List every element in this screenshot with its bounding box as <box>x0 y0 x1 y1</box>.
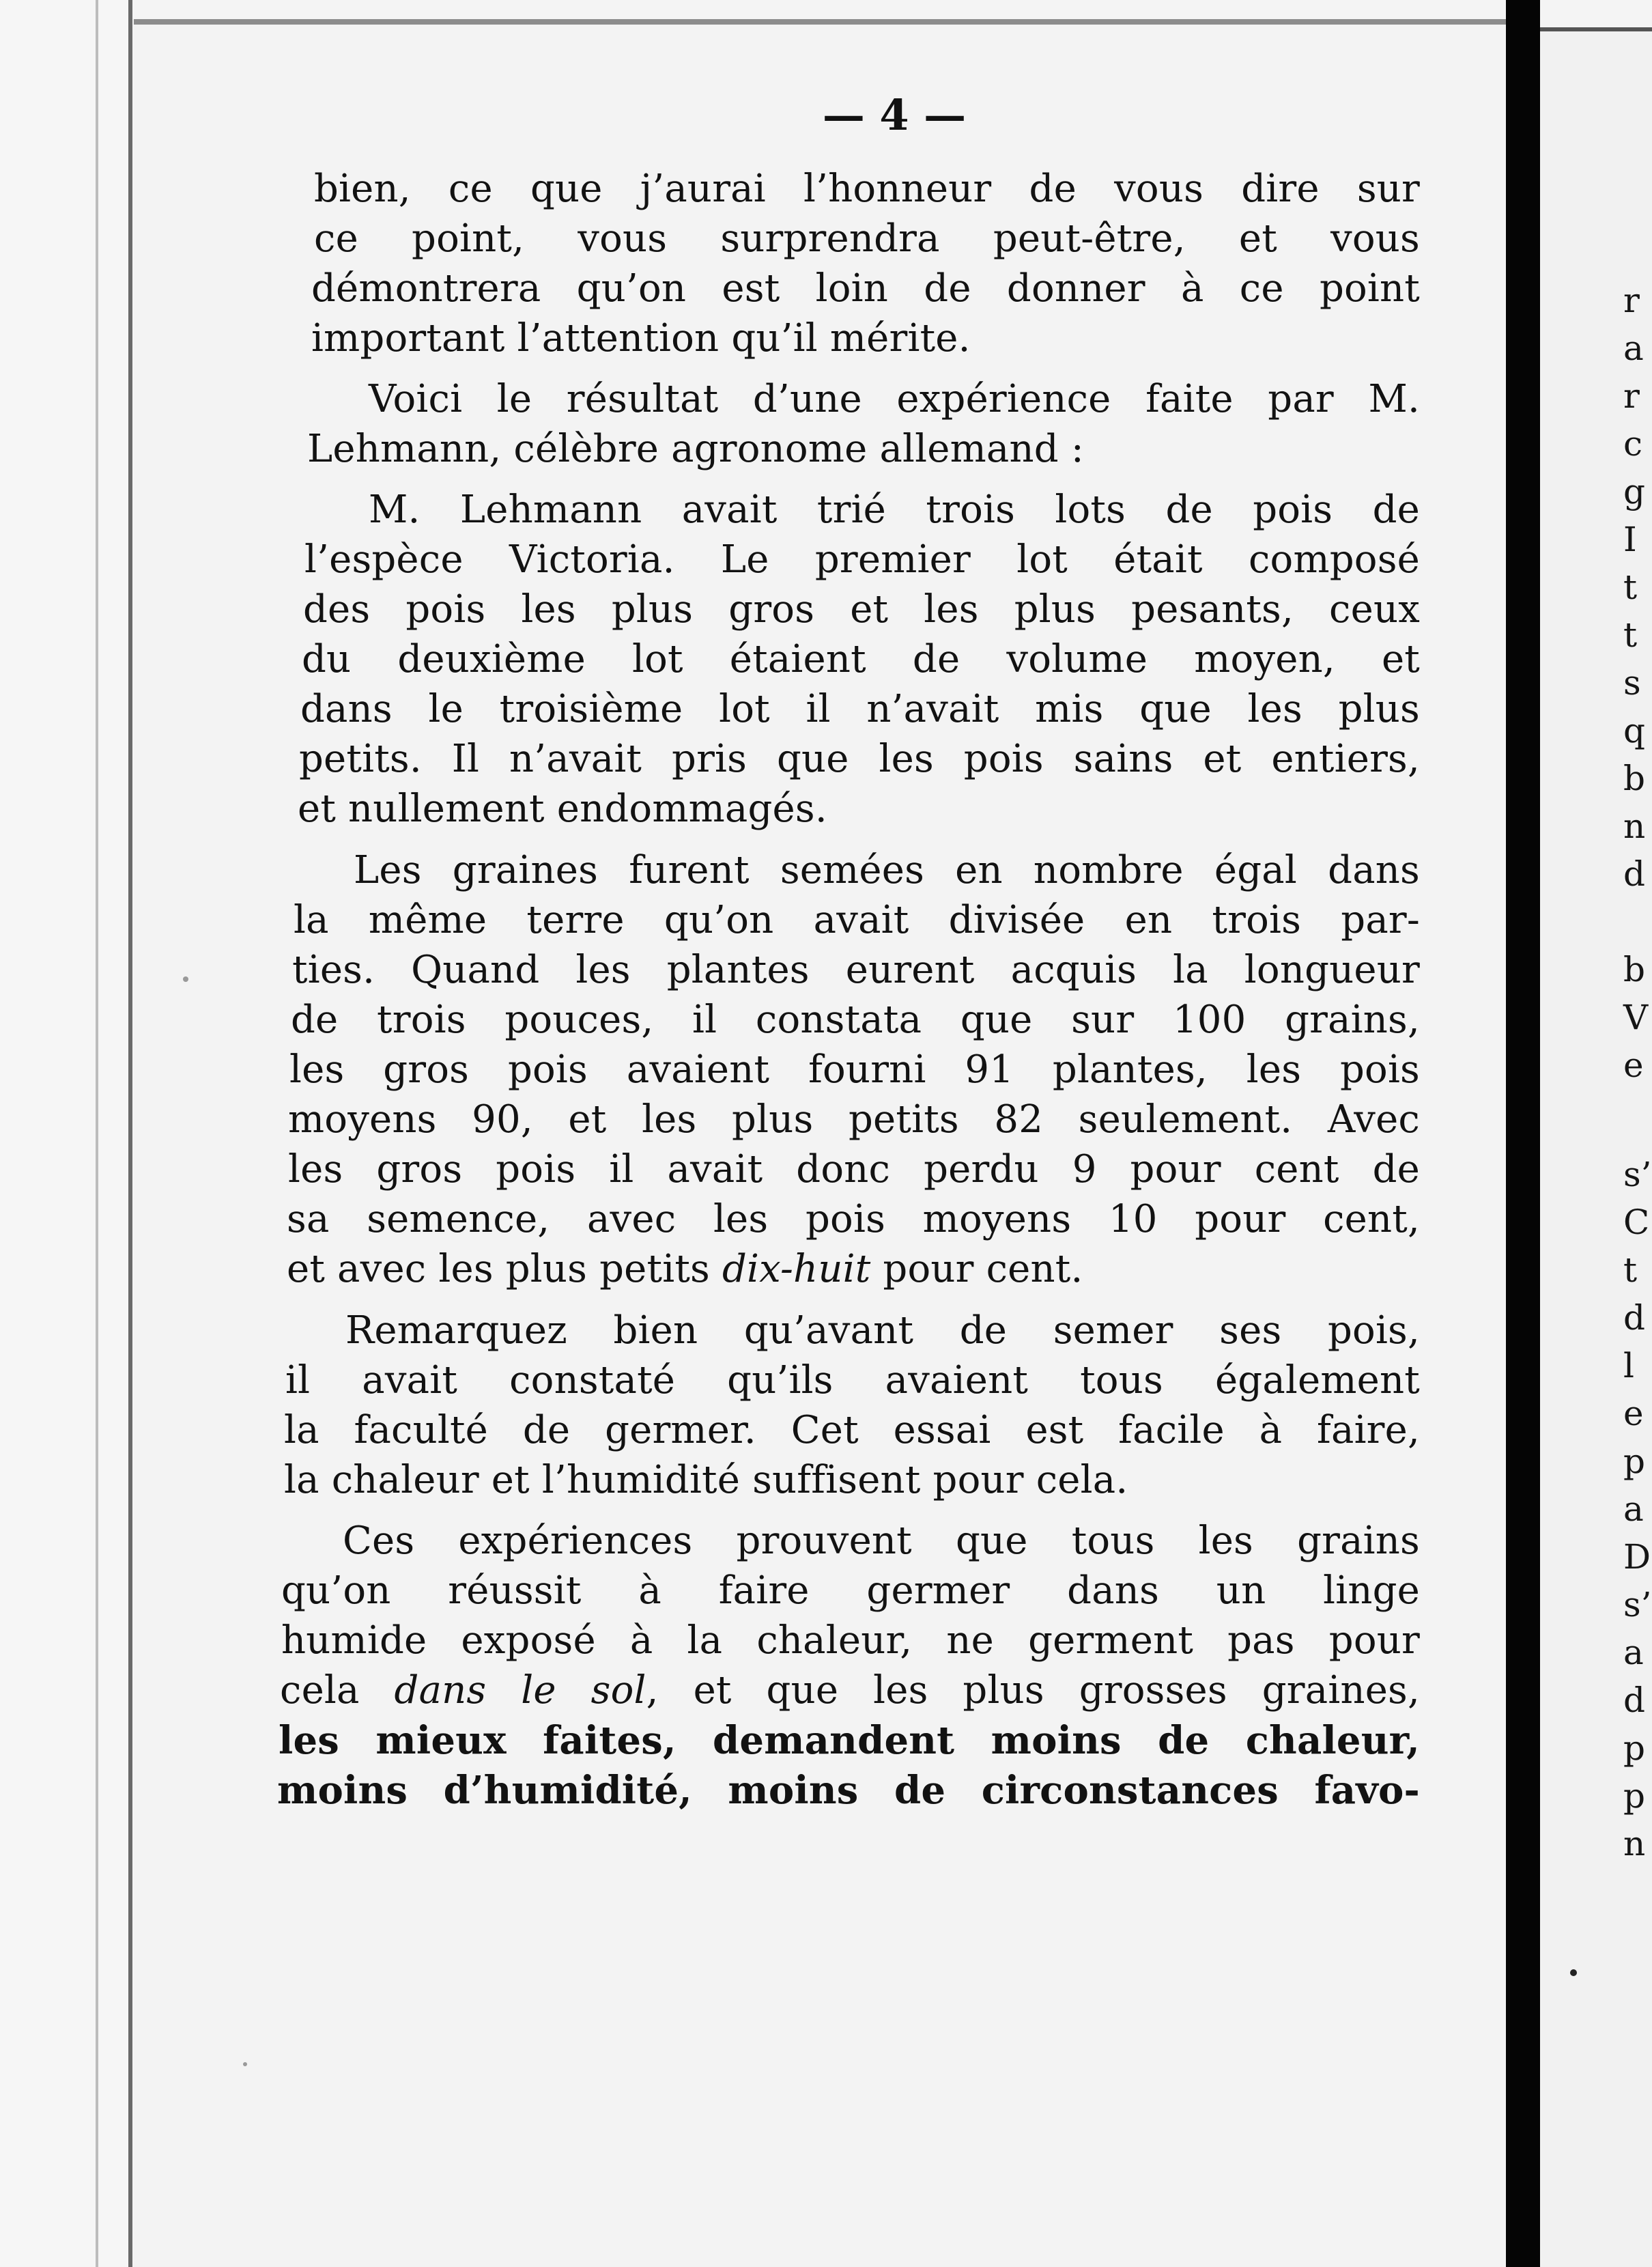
text-line: bien, ce que j’aurai l’honneur de vous dire sur <box>314 167 1420 211</box>
text-line: M. Lehmann avait trié trois lots de pois de <box>369 488 1420 532</box>
text-line-with-italic <box>287 1244 1083 1295</box>
text-line: démontrera qu’on est loin de donner à ce point <box>311 266 1420 311</box>
italic-text: dans le sol <box>394 1668 646 1713</box>
cut-letter: d <box>1623 1680 1646 1720</box>
text-line: important l’attention qu’il mérite. <box>311 316 971 361</box>
text-line: la chaleur et l’humidité suffisent pour cela. <box>284 1458 1128 1502</box>
cut-letter: a <box>1623 1489 1644 1529</box>
text-line: les gros pois avaient fourni 91 plantes, les pois <box>289 1047 1420 1092</box>
cut-letter: r <box>1623 281 1640 320</box>
cut-letter: a <box>1623 328 1644 368</box>
text-line-with-italic <box>280 1665 1420 1716</box>
text-line: moins d’humidité, moins de circonstances favo- <box>277 1768 1420 1813</box>
cut-letter: d <box>1623 854 1646 894</box>
cut-letter: d <box>1623 1298 1646 1338</box>
cut-letter: s <box>1623 663 1641 703</box>
text-line: Lehmann, célèbre agronome allemand : <box>307 427 1084 471</box>
text-line: la faculté de germer. Cet essai est facile à faire, <box>284 1408 1420 1452</box>
page-top-border <box>134 19 1506 25</box>
text-line: petits. Il n’avait pris que les pois sains et entiers, <box>299 737 1420 781</box>
cut-letter: l <box>1623 1346 1634 1385</box>
page-number: — 4 — <box>822 90 967 140</box>
scan-speck <box>183 976 188 982</box>
cut-letter: C <box>1623 1202 1650 1242</box>
cut-letter: q <box>1623 711 1646 750</box>
cut-letter: c <box>1623 424 1643 464</box>
text-line: les mieux faites, demandent moins de chaleur, <box>279 1718 1420 1763</box>
cut-letter: t <box>1623 1250 1638 1290</box>
text-line: Les graines furent semées en nombre égal dans <box>354 848 1420 892</box>
text-line: Ces expériences prouvent que tous les grains <box>343 1519 1420 1563</box>
scan-speck <box>243 2062 247 2066</box>
text-line: les gros pois il avait donc perdu 9 pour cent de <box>288 1147 1420 1192</box>
cut-letter: D <box>1623 1537 1651 1577</box>
cut-letter: p <box>1623 1776 1646 1816</box>
text-line: ties. Quand les plantes eurent acquis la longueur <box>292 948 1420 992</box>
cut-letter: t <box>1623 567 1638 607</box>
text-run: pour cent. <box>870 1247 1083 1291</box>
next-page-top-border <box>1540 27 1652 31</box>
text-line: moyens 90, et les plus petits 82 seulement. Avec <box>288 1097 1420 1142</box>
text-line: Voici le résultat d’une expérience faite par M. <box>369 377 1420 421</box>
text-run: , et que les plus grosses graines, <box>646 1668 1420 1713</box>
book-gutter <box>1506 0 1540 2267</box>
cut-letter: g <box>1623 472 1646 511</box>
left-page-edge <box>0 0 130 2267</box>
text-line: de trois pouces, il constata que sur 100 grains, <box>291 998 1420 1042</box>
cut-letter: p <box>1623 1441 1646 1481</box>
cut-letter: t <box>1623 615 1638 655</box>
cut-letter: r <box>1623 376 1640 416</box>
scan-speck <box>1570 1969 1577 1976</box>
cut-letter: s’ <box>1623 1155 1652 1194</box>
text-line: sa semence, avec les pois moyens 10 pour cent, <box>287 1197 1420 1241</box>
left-page-border <box>128 0 132 2267</box>
text-run: et avec les plus petits <box>287 1247 722 1291</box>
cut-letter: b <box>1623 759 1646 798</box>
cut-letter: I <box>1623 520 1637 559</box>
cut-letter: b <box>1623 950 1646 989</box>
text-line: et nullement endommagés. <box>298 787 827 831</box>
cut-letter: p <box>1623 1728 1646 1768</box>
left-fold-shadow <box>96 0 98 2267</box>
text-line: Remarquez bien qu’avant de semer ses pois, <box>345 1308 1420 1353</box>
text-line: des pois les plus gros et les plus pesants, ceux <box>303 587 1420 632</box>
text-line: dans le troisième lot il n’avait mis que les plus <box>300 687 1420 731</box>
text-line: du deuxième lot étaient de volume moyen, et <box>302 637 1420 681</box>
text-line: la même terre qu’on avait divisée en trois par- <box>294 898 1420 942</box>
cut-letter: e <box>1623 1045 1644 1085</box>
text-line: l’espèce Victoria. Le premier lot était composé <box>304 537 1420 582</box>
text-line: qu’on réussit à faire germer dans un linge <box>281 1568 1420 1613</box>
cut-letter: e <box>1623 1394 1644 1433</box>
cut-letter: s’ <box>1623 1585 1652 1624</box>
cut-letter: n <box>1623 806 1646 846</box>
text-line: humide exposé à la chaleur, ne germent pas pour <box>281 1618 1420 1663</box>
text-line: il avait constaté qu’ils avaient tous également <box>285 1358 1420 1403</box>
text-line: ce point, vous surprendra peut-être, et vous <box>314 216 1420 261</box>
italic-text: dix-huit <box>722 1247 871 1291</box>
cut-letter: n <box>1623 1824 1646 1863</box>
cut-letter: a <box>1623 1633 1644 1672</box>
cut-letter: V <box>1623 998 1649 1037</box>
text-run: cela <box>280 1668 395 1713</box>
